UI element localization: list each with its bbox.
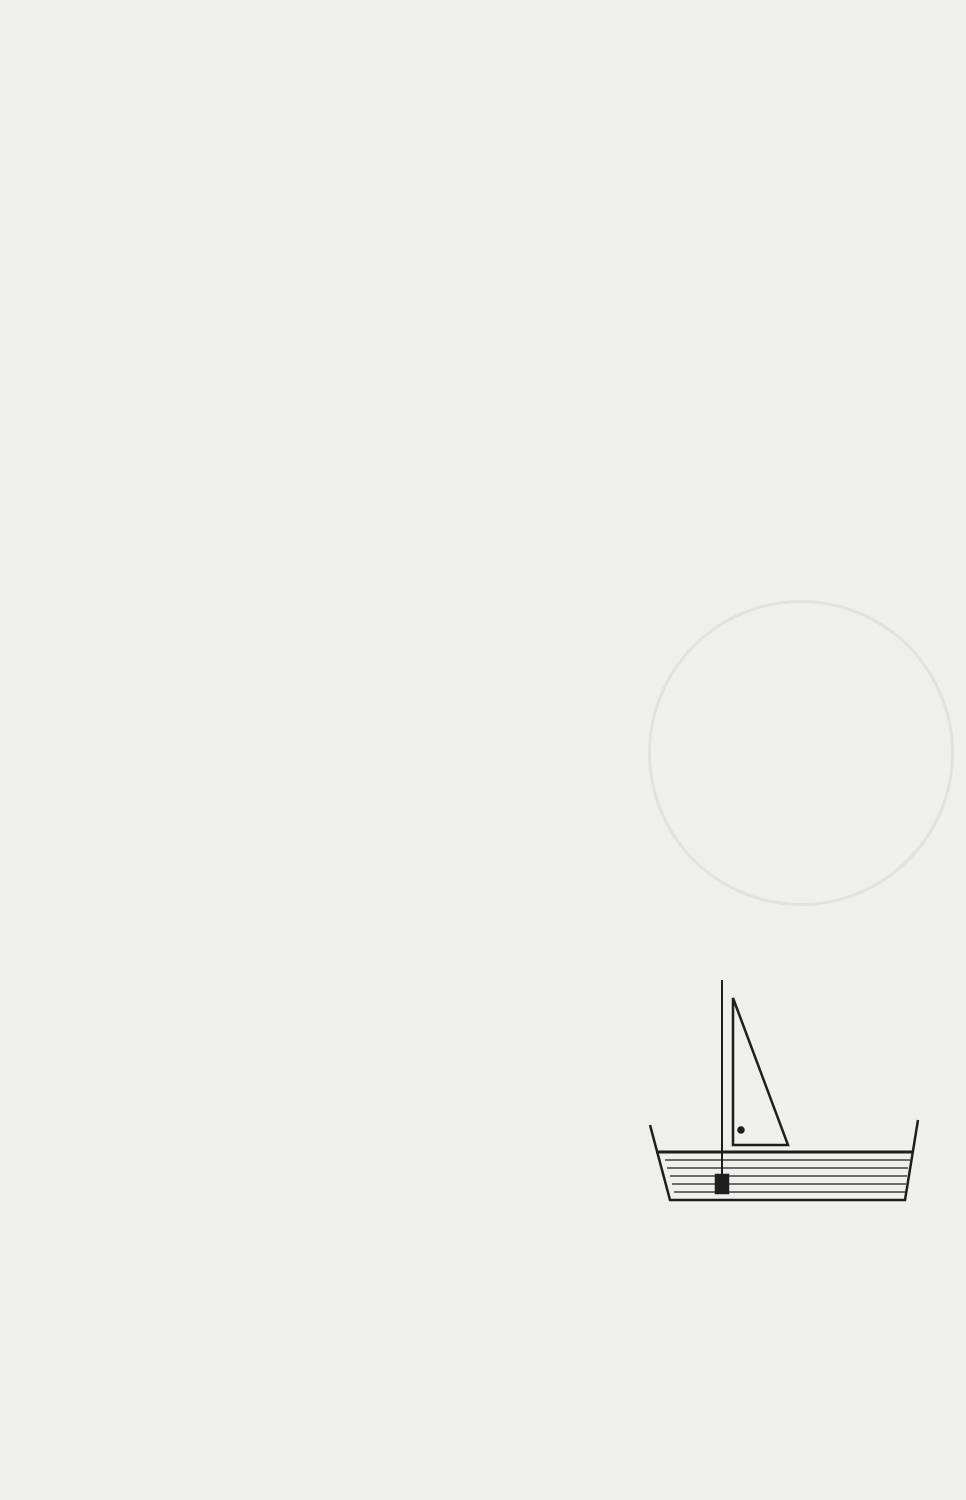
plumb-line-vessel-figure (640, 980, 920, 1225)
library-stamp-watermark (648, 600, 954, 906)
plumb-bob (716, 1175, 728, 1193)
set-square (733, 998, 788, 1145)
